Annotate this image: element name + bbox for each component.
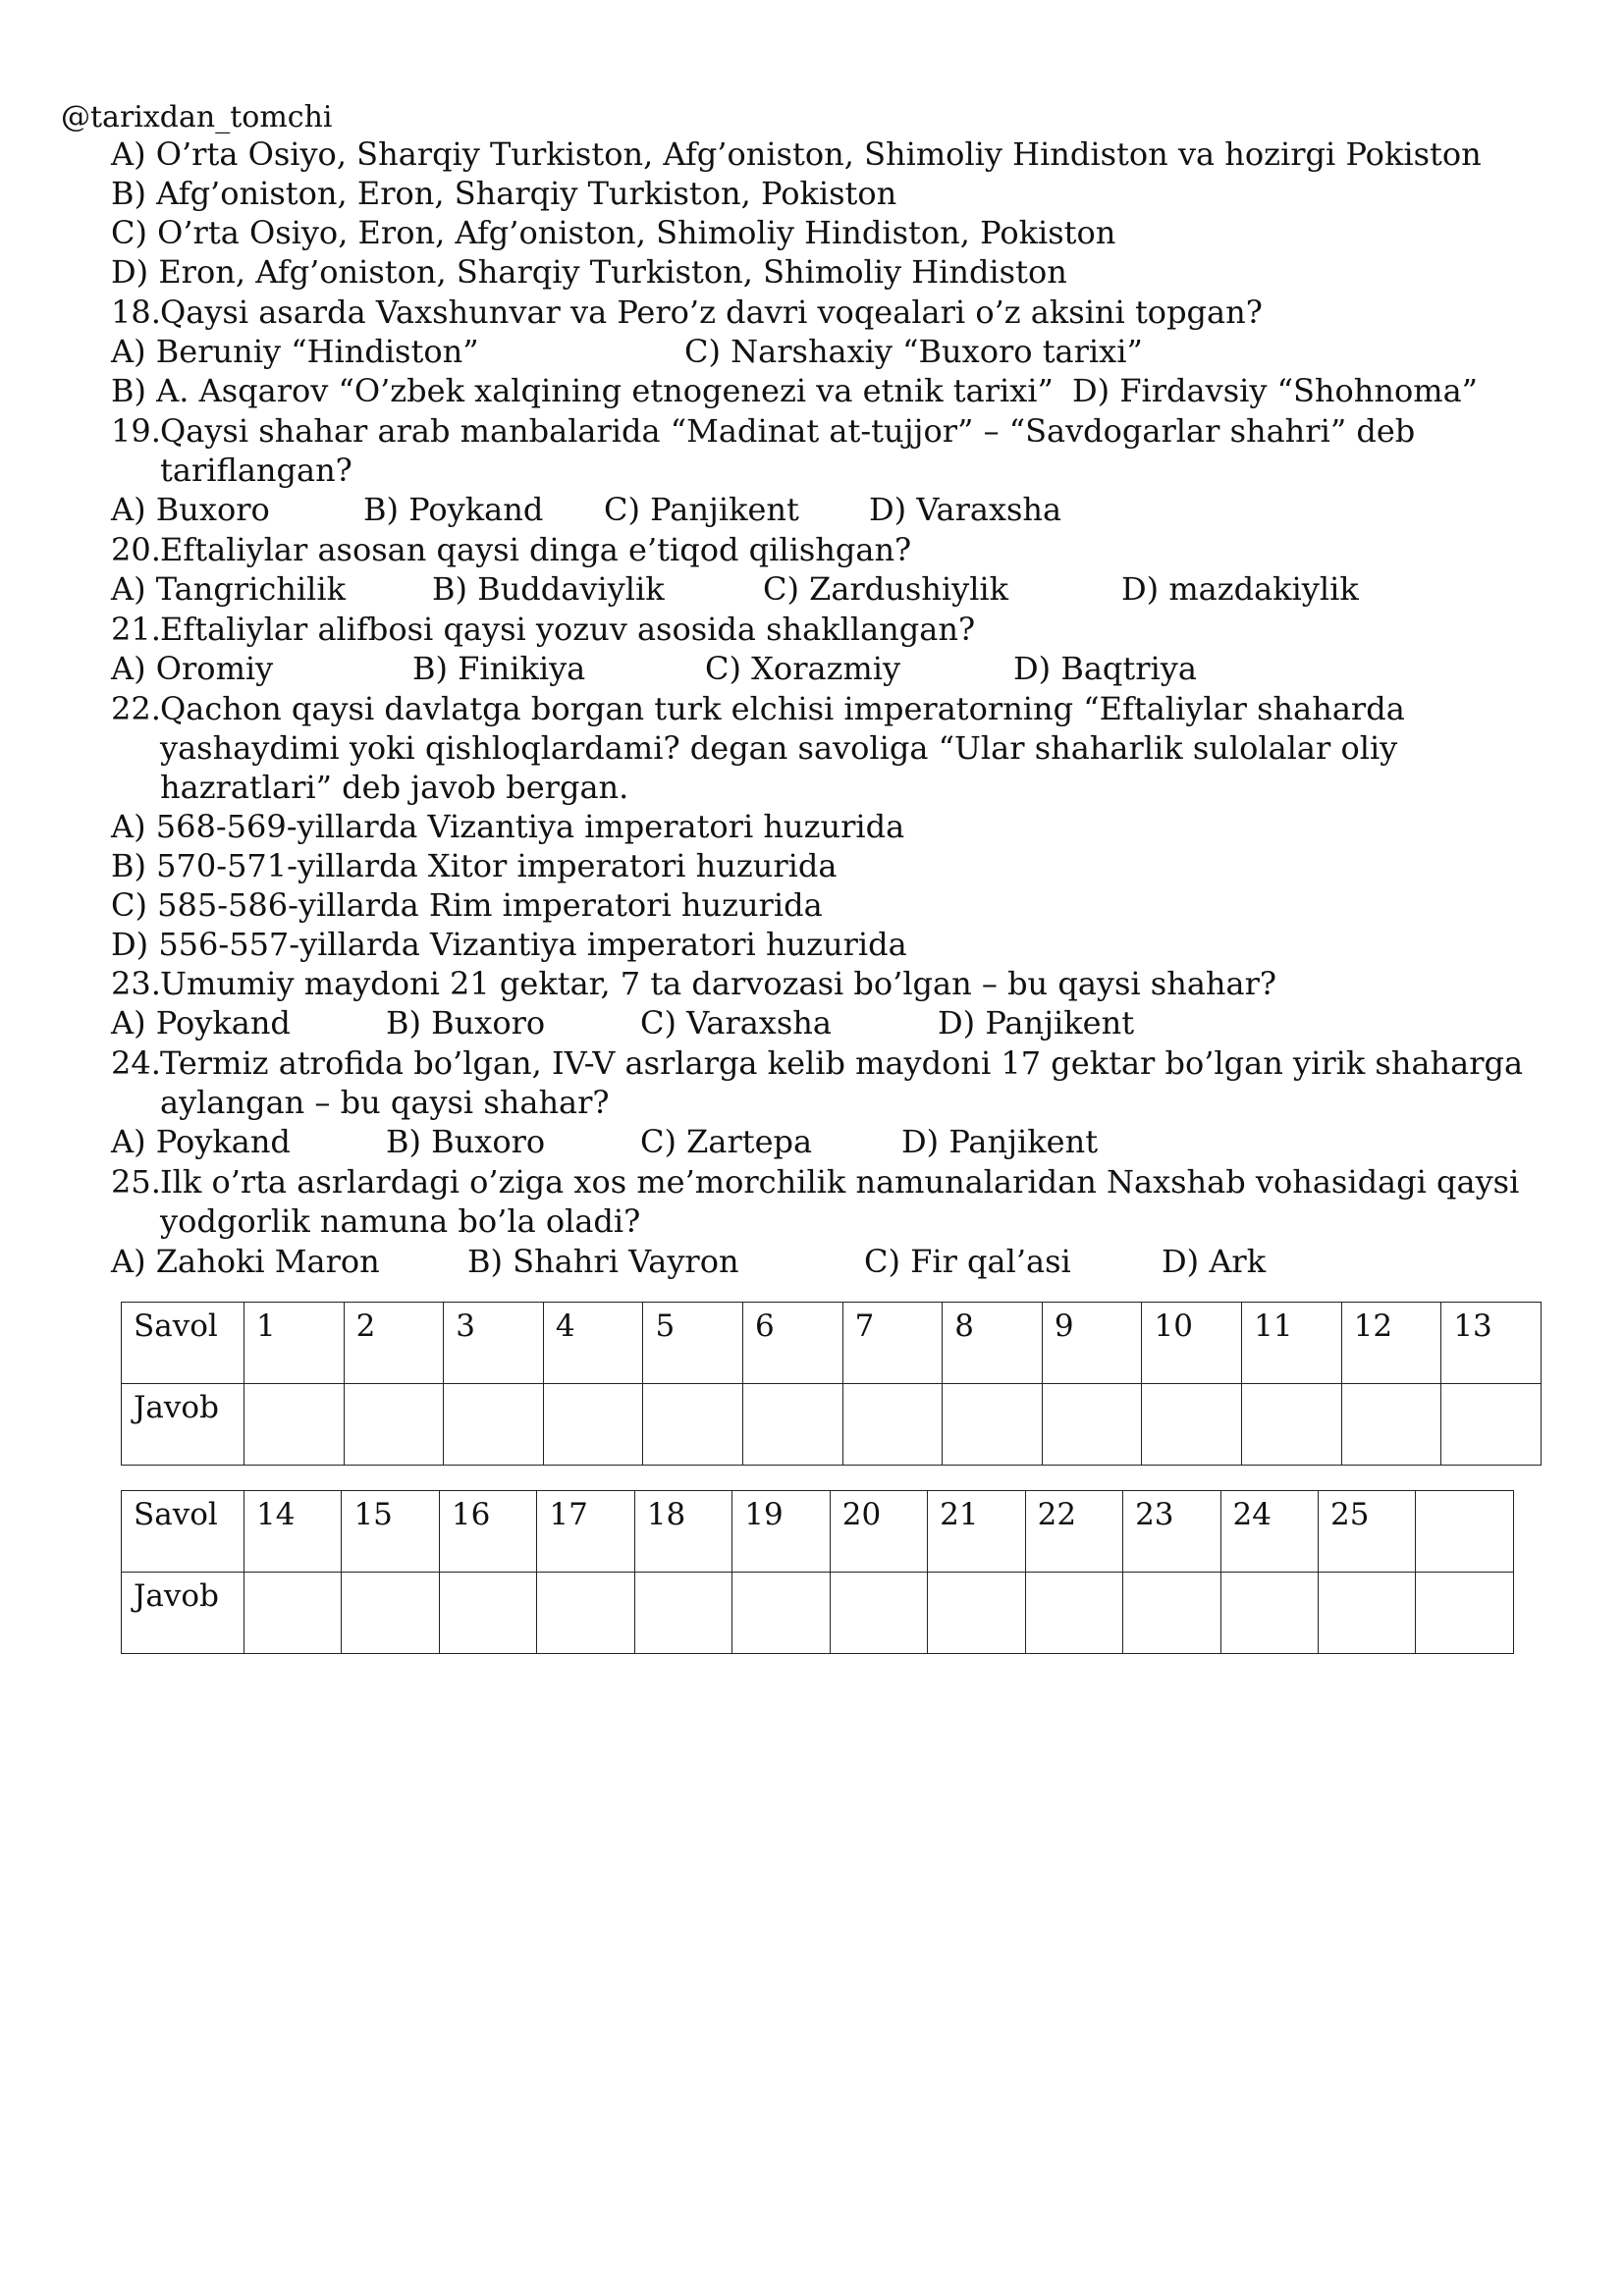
question-number-cell: 16 [439,1491,536,1573]
question-number-cell: 19 [732,1491,830,1573]
q24-text-line2: aylangan – bu qaysi shahar? [160,1084,610,1121]
q22-option-b: B) 570-571-yillarda Xitor imperatori huzurida [111,847,838,884]
q22-text-line3: hazratlari” deb javob bergan. [160,769,629,806]
q19-number: 19. [111,412,161,450]
q23-option-a: A) Poykand [111,1004,291,1041]
question-number-cell: 20 [830,1491,927,1573]
question-number-cell: 22 [1025,1491,1122,1573]
question-number-cell: 11 [1242,1303,1342,1384]
channel-handle: @tarixdan_tomchi [61,100,333,134]
answer-cell[interactable] [842,1384,943,1466]
question-number-cell: 7 [842,1303,943,1384]
q24-number: 24. [111,1044,161,1082]
answer-cell[interactable] [928,1573,1025,1654]
answer-cell[interactable] [1318,1573,1415,1654]
question-number-cell: 8 [943,1303,1043,1384]
q25-option-b: B) Shahri Vayron [467,1243,739,1280]
q25-option-d: D) Ark [1162,1243,1267,1280]
q24-text-line1: Termiz atrofida bo’lgan, IV-V asrlarga kelib maydoni 17 gektar bo’lgan yirik shaharga [160,1044,1524,1082]
q24-option-d: D) Panjikent [901,1123,1099,1160]
answer-table-1 [121,1302,1542,1466]
q22-option-a: A) 568-569-yillarda Vizantiya imperatori huzurida [111,808,905,845]
question-number-cell: 23 [1123,1491,1220,1573]
q19-text-line1: Qaysi shahar arab manbalarida “Madinat at-tujjor” – “Savdogarlar shahri” deb [160,412,1416,450]
q20-text: Eftaliylar asosan qaysi dinga e’tiqod qilishgan? [160,531,912,568]
q20-option-d: D) mazdakiylik [1121,570,1359,608]
q21-text: Eftaliylar alifbosi qaysi yozuv asosida shakllangan? [160,611,976,648]
question-number-cell: 6 [743,1303,843,1384]
answer-label: Javob [122,1573,244,1654]
question-number-cell: 9 [1042,1303,1142,1384]
question-number-cell: 1 [244,1303,345,1384]
question-number-cell: 2 [344,1303,444,1384]
q17-option-d: D) Eron, Afg’oniston, Sharqiy Turkiston, Shimoliy Hindiston [111,253,1067,291]
q18-text: Qaysi asarda Vaxshunvar va Pero’z davri voqealari o’z aksini topgan? [160,294,1263,331]
q18-option-d: D) Firdavsiy “Shohnoma” [1072,372,1479,409]
answer-cell[interactable] [732,1573,830,1654]
q20-number: 20. [111,531,161,568]
question-number-cell: 13 [1441,1303,1542,1384]
question-label: Savol [122,1303,244,1384]
question-number-cell: 10 [1142,1303,1242,1384]
question-number-cell: 24 [1220,1491,1318,1573]
answer-cell[interactable] [537,1573,634,1654]
answer-cell[interactable] [543,1384,643,1466]
q24-option-b: B) Buxoro [386,1123,546,1160]
q23-option-c: C) Varaxsha [640,1004,832,1041]
q19-option-b: B) Poykand [363,491,544,528]
q20-option-a: A) Tangrichilik [111,570,346,608]
q18-option-b: B) A. Asqarov “O’zbek xalqining etnogenezi va etnik tarixi” [111,372,1054,409]
q23-option-d: D) Panjikent [938,1004,1135,1041]
q25-text-line2: yodgorlik namuna bo’la oladi? [160,1202,641,1240]
q19-option-a: A) Buxoro [111,491,270,528]
q19-text-line2: tariflangan? [160,452,352,489]
q21-number: 21. [111,611,161,648]
q17-option-a: A) O’rta Osiyo, Sharqiy Turkiston, Afg’oniston, Shimoliy Hindiston va hozirgi Pokiston [111,135,1482,173]
q23-text: Umumiy maydoni 21 gektar, 7 ta darvozasi bo’lgan – bu qaysi shahar? [160,965,1277,1002]
answer-cell[interactable] [342,1573,439,1654]
question-number-cell [1416,1491,1514,1573]
table-row [122,1573,1514,1654]
question-number-cell: 5 [643,1303,743,1384]
question-number-cell: 3 [444,1303,544,1384]
answer-cell[interactable] [1042,1384,1142,1466]
answer-cell[interactable] [743,1384,843,1466]
table-row [122,1491,1514,1573]
q25-text-line1: Ilk o’rta asrlardagi o’ziga xos me’morchilik namunalaridan Naxshab vohasidagi qaysi [160,1163,1520,1201]
q20-option-b: B) Buddaviylik [432,570,665,608]
answer-cell[interactable] [634,1573,731,1654]
table-row [122,1384,1542,1466]
q21-option-a: A) Oromiy [111,650,274,687]
q24-option-c: C) Zartepa [640,1123,813,1160]
q18-option-a: A) Beruniy “Hindiston” [111,333,479,370]
question-number-cell: 12 [1341,1303,1441,1384]
q19-option-c: C) Panjikent [604,491,799,528]
q24-option-a: A) Poykand [111,1123,291,1160]
answer-table-2 [121,1490,1514,1654]
question-label: Savol [122,1491,244,1573]
answer-cell[interactable] [1416,1573,1514,1654]
answer-cell[interactable] [943,1384,1043,1466]
answer-cell[interactable] [1123,1573,1220,1654]
q19-option-d: D) Varaxsha [869,491,1062,528]
q22-option-c: C) 585-586-yillarda Rim imperatori huzurida [111,886,823,924]
question-number-cell: 18 [634,1491,731,1573]
q25-option-a: A) Zahoki Maron [111,1243,380,1280]
answer-cell[interactable] [1142,1384,1242,1466]
q23-number: 23. [111,965,161,1002]
answer-cell[interactable] [1242,1384,1342,1466]
q23-option-b: B) Buxoro [386,1004,546,1041]
question-number-cell: 17 [537,1491,634,1573]
question-number-cell: 4 [543,1303,643,1384]
question-number-cell: 14 [244,1491,342,1573]
q18-number: 18. [111,294,161,331]
q21-option-d: D) Baqtriya [1013,650,1197,687]
answer-cell[interactable] [1441,1384,1542,1466]
q21-option-b: B) Finikiya [412,650,586,687]
answer-cell[interactable] [444,1384,544,1466]
q18-option-c: C) Narshaxiy “Buxoro tarixi” [684,333,1143,370]
q17-option-b: B) Afg’oniston, Eron, Sharqiy Turkiston, Pokiston [111,175,897,212]
q22-text-line1: Qachon qaysi davlatga borgan turk elchisi imperatorning “Eftaliylar shaharda [160,690,1405,727]
question-number-cell: 21 [928,1491,1025,1573]
question-number-cell: 25 [1318,1491,1415,1573]
q25-number: 25. [111,1163,161,1201]
q20-option-c: C) Zardushiylik [763,570,1009,608]
answer-label: Javob [122,1384,244,1466]
answer-cell[interactable] [1341,1384,1441,1466]
q17-option-c: C) O’rta Osiyo, Eron, Afg’oniston, Shimoliy Hindiston, Pokiston [111,214,1116,251]
q22-number: 22. [111,690,161,727]
answer-cell[interactable] [1025,1573,1122,1654]
answer-cell[interactable] [643,1384,743,1466]
answer-cell[interactable] [439,1573,536,1654]
answer-cell[interactable] [244,1573,342,1654]
question-number-cell: 15 [342,1491,439,1573]
answer-cell[interactable] [344,1384,444,1466]
q22-text-line2: yashaydimi yoki qishloqlardami? degan savoliga “Ular shaharlik sulolalar oliy [160,729,1398,767]
table-row [122,1303,1542,1384]
answer-cell[interactable] [244,1384,345,1466]
q25-option-c: C) Fir qal’asi [864,1243,1071,1280]
q22-option-d: D) 556-557-yillarda Vizantiya imperatori huzurida [111,926,907,963]
answer-cell[interactable] [1220,1573,1318,1654]
answer-cell[interactable] [830,1573,927,1654]
q21-option-c: C) Xorazmiy [705,650,901,687]
